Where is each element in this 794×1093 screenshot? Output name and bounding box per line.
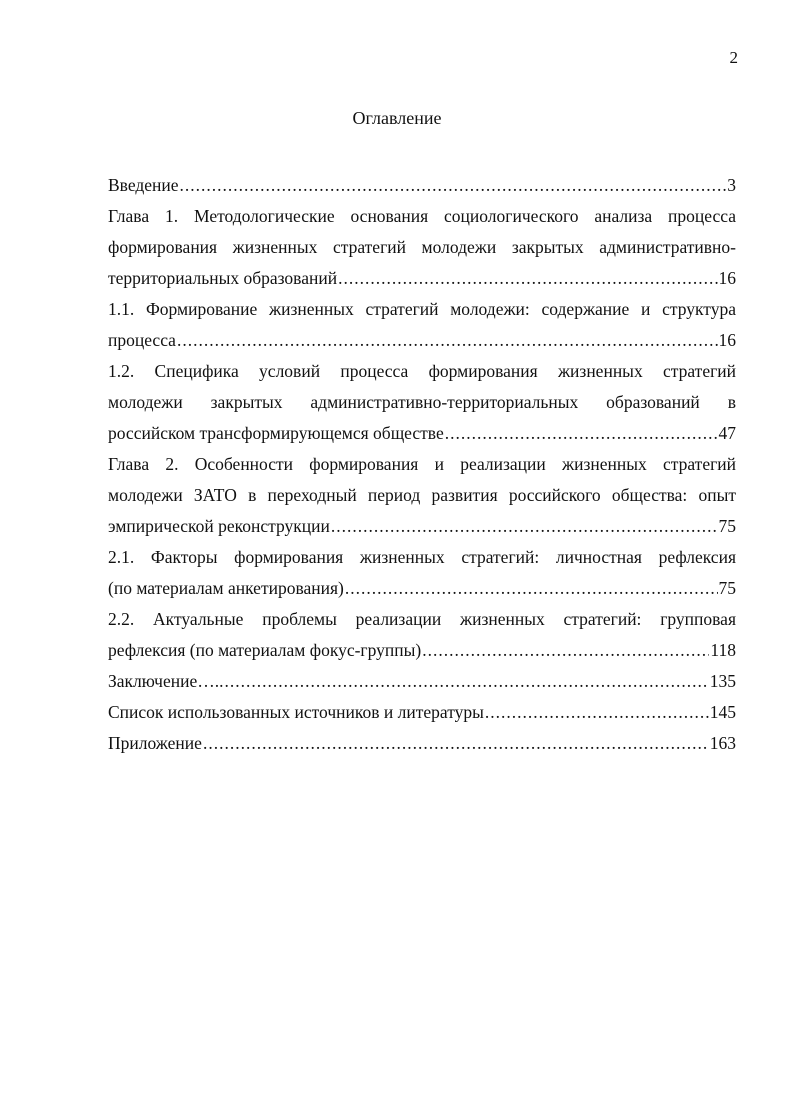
toc-entry-page-number: 16 [718, 268, 736, 288]
dot-leader [345, 573, 718, 604]
toc-entry-line: молодежи закрытых административно-территориальных образований в [108, 392, 736, 412]
toc-entry-title: (по материалам анкетирования) [108, 578, 344, 598]
toc-entry-title: Список использованных источников и литературы [108, 702, 484, 722]
toc-entry-title: Приложение [108, 733, 202, 753]
toc-entry-page-number: 75 [718, 516, 736, 536]
toc-entry-line: Глава 2. Особенности формирования и реализации жизненных стратегий [108, 454, 736, 474]
toc-entry-page-number: 75 [718, 578, 736, 598]
toc-entry-last-line [108, 728, 736, 759]
toc-title: Оглавление [352, 108, 442, 128]
toc-entry-title: российском трансформирующемся обществе [108, 423, 444, 443]
dot-leader [338, 263, 717, 294]
toc-entry-last-line [108, 635, 736, 666]
toc-entry-line: 2.2. Актуальные проблемы реализации жизненных стратегий: групповая [108, 609, 736, 629]
dot-leader [225, 666, 709, 697]
dot-leader [485, 697, 709, 728]
dot-leader [331, 511, 718, 542]
toc-entry-page-number: 16 [718, 330, 736, 350]
toc-entry [108, 170, 736, 201]
toc-entry-title: процесса [108, 330, 176, 350]
toc-entry-last-line [108, 666, 736, 697]
table-of-contents [108, 170, 736, 759]
toc-entry-line: молодежи ЗАТО в переходный период развития российского общества: опыт [108, 485, 736, 505]
dot-leader [203, 728, 709, 759]
toc-entry-page-number: 163 [709, 733, 736, 753]
dot-leader [180, 170, 727, 201]
dot-leader [422, 635, 709, 666]
toc-entry [108, 294, 736, 356]
toc-entry-last-line [108, 170, 736, 201]
toc-entry-title: Заключение….. [108, 671, 224, 691]
toc-entry-line: формирования жизненных стратегий молодежи закрытых административно- [108, 237, 736, 257]
dot-leader [177, 325, 718, 356]
toc-entry [108, 201, 736, 294]
toc-entry-page-number: 145 [709, 702, 736, 722]
toc-entry [108, 666, 736, 697]
toc-entry-page-number: 47 [718, 423, 736, 443]
toc-entry [108, 356, 736, 449]
toc-entry-last-line [108, 511, 736, 542]
toc-entry [108, 542, 736, 604]
toc-entry-title: эмпирической реконструкции [108, 516, 330, 536]
toc-entry-line: 2.1. Факторы формирования жизненных стратегий: личностная рефлексия [108, 547, 736, 567]
toc-entry [108, 697, 736, 728]
toc-entry [108, 604, 736, 666]
toc-entry-title: территориальных образований [108, 268, 338, 288]
toc-entry [108, 449, 736, 542]
toc-entry-page-number: 3 [727, 175, 736, 195]
toc-entry-title: рефлексия (по материалам фокус-группы) [108, 640, 422, 660]
page-number: 2 [729, 48, 738, 67]
toc-entry-line: 1.1. Формирование жизненных стратегий молодежи: содержание и структура [108, 299, 736, 319]
dot-leader [445, 418, 718, 449]
toc-entry-line: 1.2. Специфика условий процесса формирования жизненных стратегий [108, 361, 736, 381]
toc-entry [108, 728, 736, 759]
toc-entry-last-line [108, 263, 736, 294]
toc-entry-last-line [108, 573, 736, 604]
toc-entry-page-number: 135 [709, 671, 736, 691]
toc-entry-line: Глава 1. Методологические основания социологического анализа процесса [108, 206, 736, 226]
toc-entry-last-line [108, 418, 736, 449]
toc-entry-last-line [108, 697, 736, 728]
toc-entry-page-number: 118 [710, 640, 736, 660]
toc-entry-last-line [108, 325, 736, 356]
toc-entry-title: Введение [108, 175, 179, 195]
